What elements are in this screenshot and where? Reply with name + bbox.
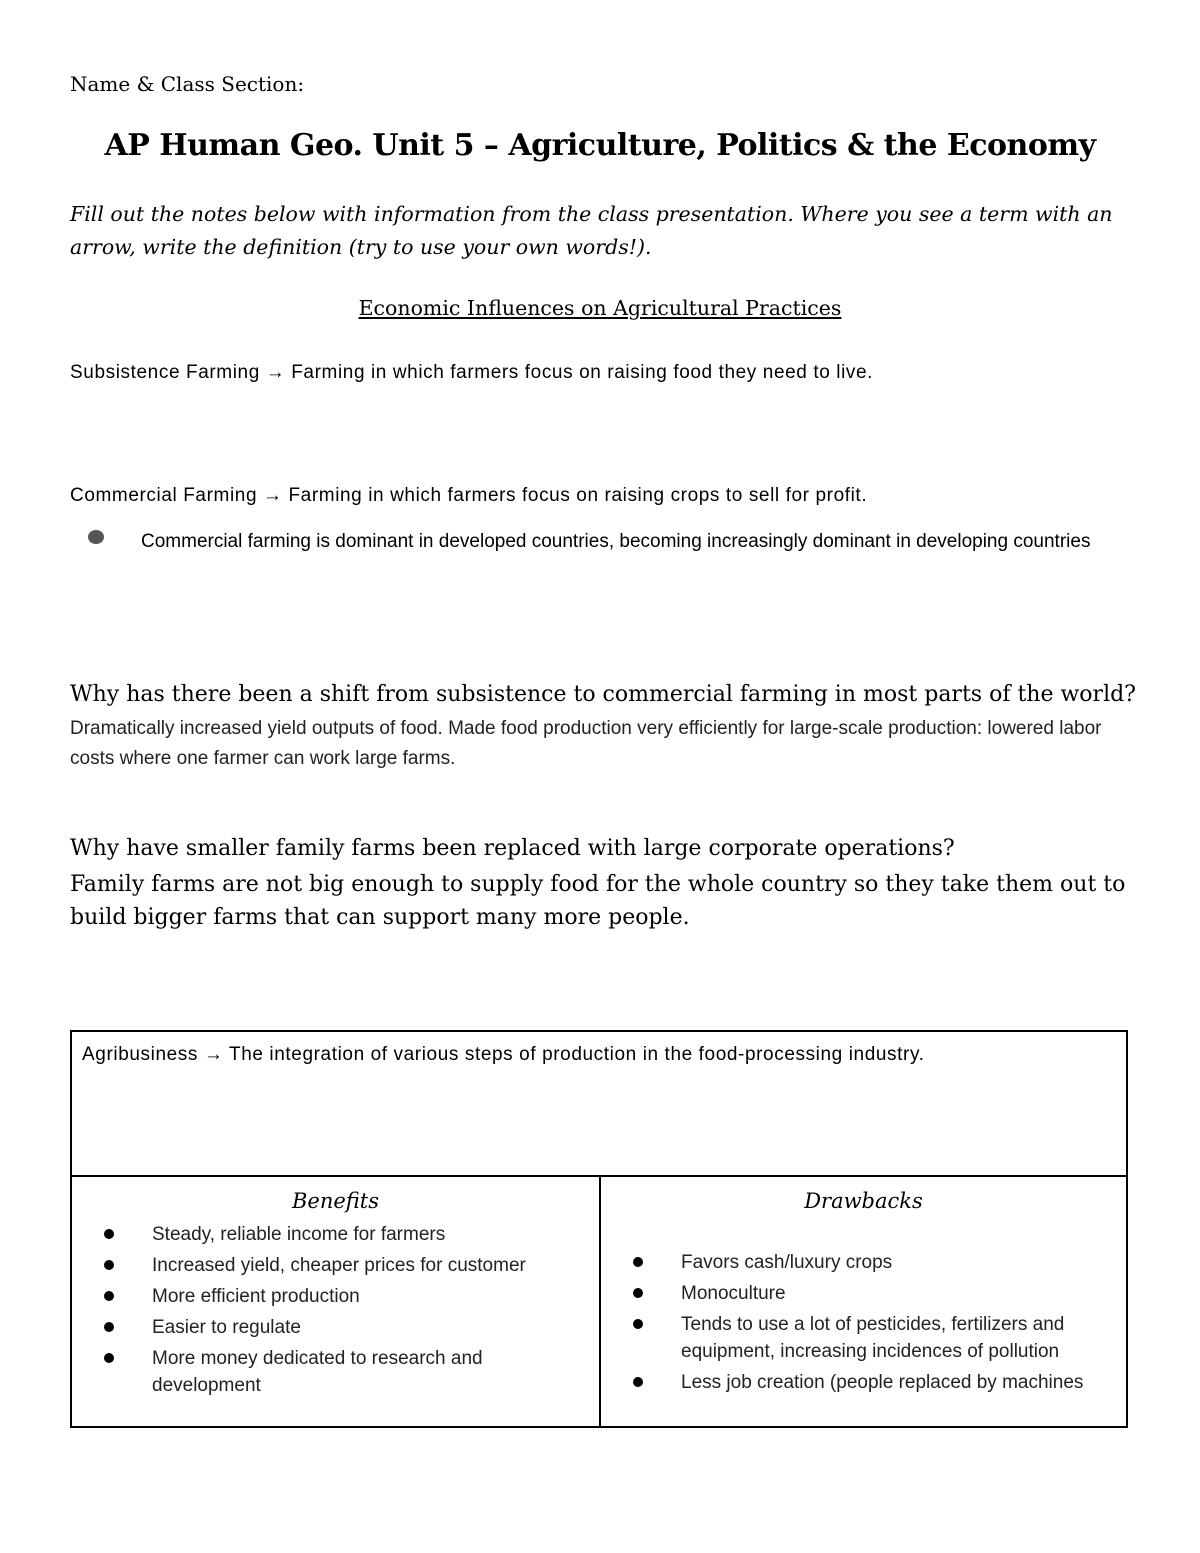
commercial-farming-definition: Commercial Farming → Farming in which farmers focus on raising crops to sell for profit. bbox=[70, 485, 868, 506]
list-item bbox=[88, 526, 1138, 557]
instructions-text: Fill out the notes below with information from the class presentation. Where you see a term with an arrow, write the definition (try to use your own words!). bbox=[70, 202, 1113, 259]
list-item bbox=[102, 1314, 582, 1341]
drawback-text: Monoculture bbox=[681, 1283, 786, 1304]
question-family-farms: Why have smaller family farms been replaced with large corporate operations? bbox=[70, 836, 955, 861]
bullet-icon bbox=[88, 530, 104, 544]
bullet-icon bbox=[633, 1257, 643, 1267]
answer-family-farms: Family farms are not big enough to supply food for the whole country so they take them out to build bigger farms that can support many more people. bbox=[70, 872, 1126, 930]
drawbacks-list bbox=[631, 1249, 1111, 1400]
agribusiness-table bbox=[70, 1030, 1128, 1428]
drawback-text: Favors cash/luxury crops bbox=[681, 1252, 893, 1273]
list-item bbox=[102, 1221, 582, 1248]
bullet-icon bbox=[633, 1288, 643, 1298]
bullet-icon bbox=[104, 1229, 114, 1239]
bullet-icon bbox=[633, 1319, 643, 1329]
bullet-text: Commercial farming is dominant in developed countries, becoming increasingly dominant in developing countries bbox=[141, 531, 1091, 552]
agribusiness-definition: Agribusiness → The integration of various steps of production in the food-processing industry. bbox=[82, 1044, 925, 1065]
bullet-icon bbox=[104, 1322, 114, 1332]
list-item bbox=[102, 1345, 582, 1399]
list-item bbox=[631, 1280, 1111, 1307]
bullet-icon bbox=[633, 1377, 643, 1387]
list-item bbox=[102, 1283, 582, 1310]
benefit-text: Steady, reliable income for farmers bbox=[152, 1224, 446, 1245]
subsistence-farming-definition: Subsistence Farming → Farming in which farmers focus on raising food they need to live. bbox=[70, 362, 874, 383]
benefit-text: Increased yield, cheaper prices for customer bbox=[152, 1255, 526, 1276]
benefit-text: Easier to regulate bbox=[152, 1317, 301, 1338]
benefit-text: More efficient production bbox=[152, 1286, 360, 1307]
benefits-header: Benefits bbox=[291, 1189, 380, 1213]
name-class-section-label: Name & Class Section: bbox=[70, 72, 305, 96]
agribusiness-definition-cell bbox=[72, 1032, 1126, 1177]
drawbacks-header: Drawbacks bbox=[804, 1189, 923, 1213]
bullet-icon bbox=[104, 1353, 114, 1363]
section-heading: Economic Influences on Agricultural Practices bbox=[358, 296, 842, 320]
bullet-icon bbox=[104, 1291, 114, 1301]
benefits-column bbox=[72, 1177, 601, 1428]
list-item bbox=[102, 1252, 582, 1279]
list-item bbox=[631, 1311, 1111, 1365]
page-title: AP Human Geo. Unit 5 – Agriculture, Politics & the Economy bbox=[104, 128, 1096, 163]
bullet-icon bbox=[104, 1260, 114, 1270]
question-shift-commercial: Why has there been a shift from subsistence to commercial farming in most parts of the world? bbox=[70, 682, 1136, 707]
commercial-farming-bullet bbox=[88, 526, 1138, 557]
drawbacks-column bbox=[601, 1177, 1126, 1428]
drawback-text: Less job creation (people replaced by machines bbox=[681, 1372, 1084, 1393]
benefit-text: More money dedicated to research and development bbox=[152, 1348, 483, 1396]
list-item bbox=[631, 1249, 1111, 1276]
list-item bbox=[631, 1369, 1111, 1396]
benefits-list bbox=[102, 1221, 582, 1403]
drawback-text: Tends to use a lot of pesticides, fertilizers and equipment, increasing incidences of pollution bbox=[681, 1314, 1065, 1362]
answer-shift-commercial: Dramatically increased yield outputs of food. Made food production very efficiently for large-scale production: lowered labor costs where one farmer can work large farms. bbox=[70, 718, 1102, 769]
